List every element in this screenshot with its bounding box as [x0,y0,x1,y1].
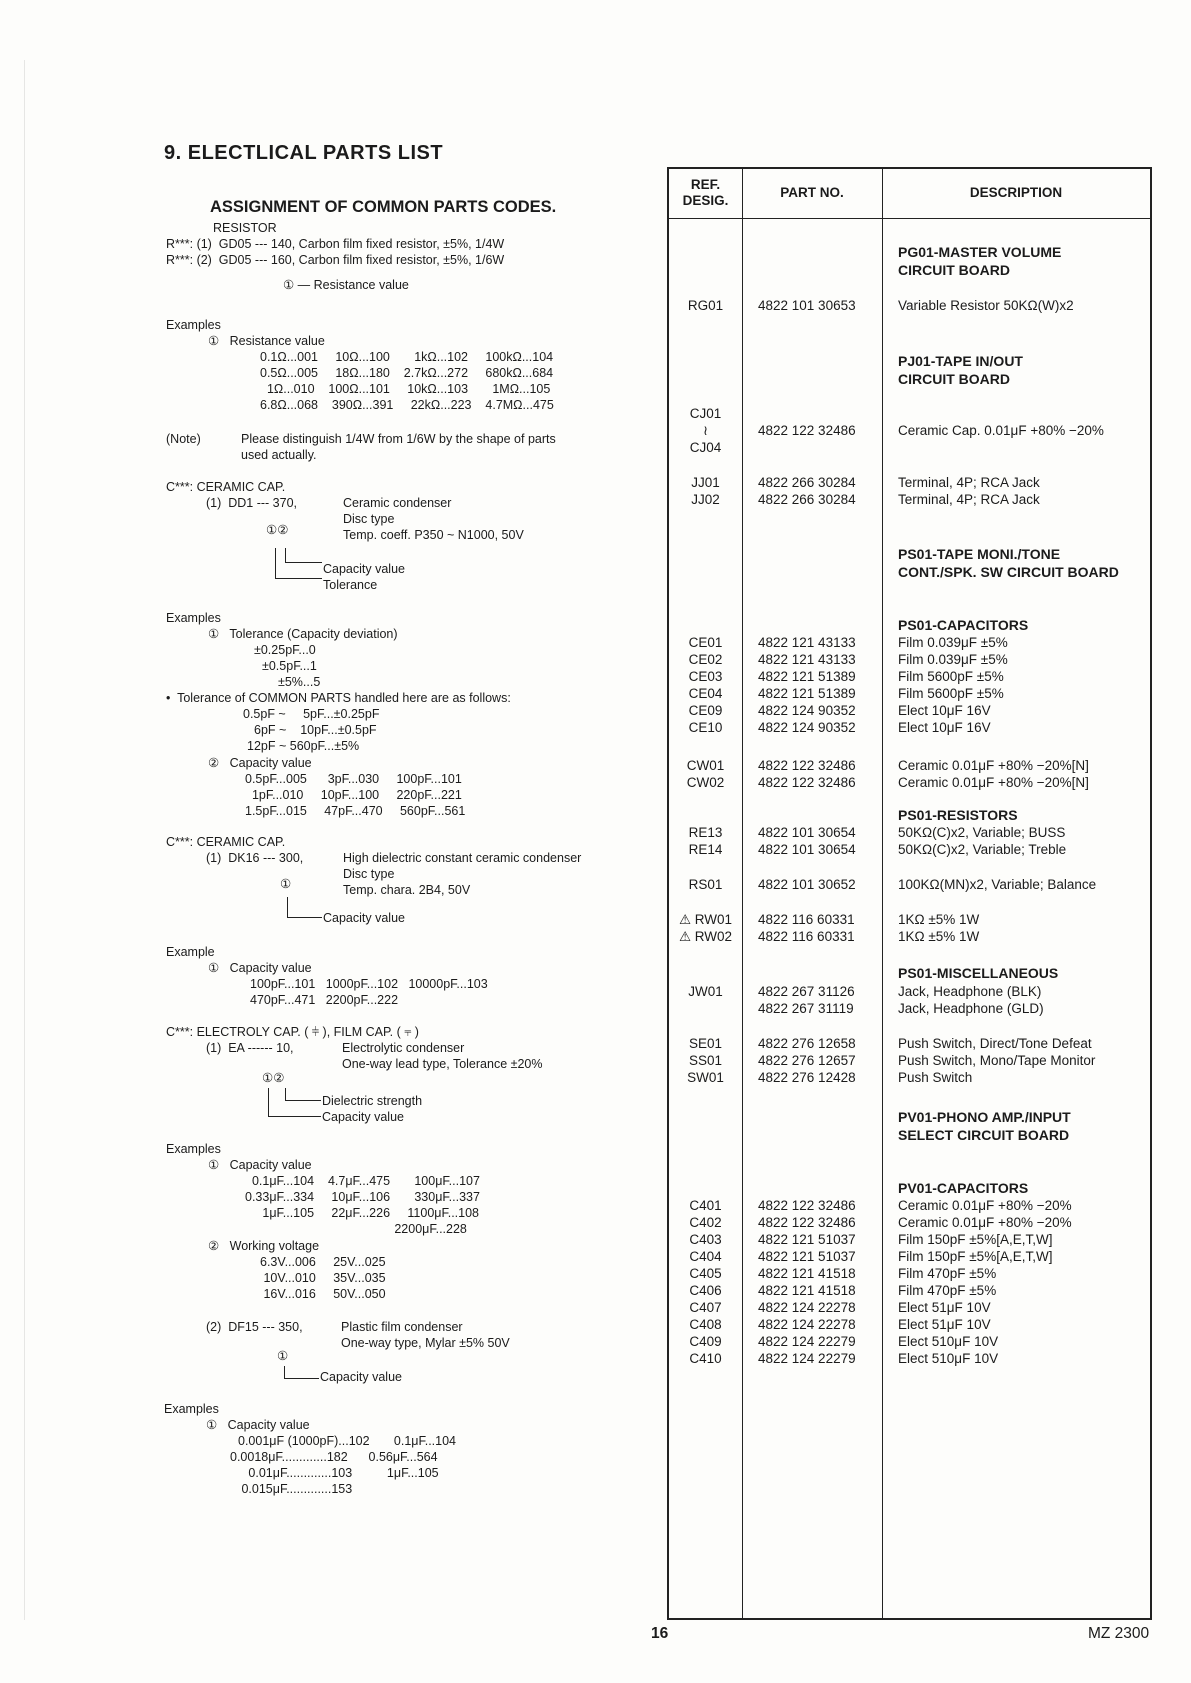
leader-line [287,897,322,918]
header-ref-desig: REF. DESIG. [682,177,729,208]
resistance-row-4: 6.8Ω...068 390Ω...391 22kΩ...223 4.7MΩ...475 [260,398,554,412]
ref-desig: C401 [689,1198,722,1213]
part-number: 4822 101 30652 [758,877,856,892]
table-row [669,1248,1150,1265]
part-number: 4822 266 30284 [758,475,856,490]
section-pg01: PG01-MASTER VOLUME CIRCUIT BOARD [898,244,1062,278]
table-row [669,1197,1150,1214]
electrolytic-code: (1) EA ------ 10, [206,1041,294,1055]
section-pv01-capacitors: PV01-CAPACITORS [898,1180,1029,1196]
leader-line [285,548,322,563]
part-number: 4822 101 30654 [758,842,856,857]
ref-desig: C406 [689,1283,722,1298]
part-number: 4822 124 22279 [758,1351,856,1366]
table-row [669,876,1150,893]
film-cap-code: (2) DF15 --- 350, [206,1320,303,1334]
description: Elect 10μF 16V [898,703,991,718]
capacity-row: 100pF...101 1000pF...102 10000pF...103 [250,977,488,991]
capacity-row: 0.1μF...104 4.7μF...475 100μF...107 [245,1174,480,1188]
capacity-row: 0.5pF...005 3pF...030 100pF...101 [245,772,462,786]
voltage-row: 16V...016 50V...050 [260,1287,386,1301]
ref-desig: CE04 [688,686,723,701]
ref-desig: C410 [689,1351,722,1366]
table-row [669,668,1150,685]
description: Terminal, 4P; RCA Jack [898,492,1040,507]
description: Film 150pF ±5%[A,E,T,W] [898,1249,1053,1264]
ref-desig: SW01 [687,1070,724,1085]
tolerance-range: 6pF ~ 10pF...±0.5pF [254,723,377,737]
description: 50KΩ(C)x2, Variable; Treble [898,842,1067,857]
capacity-row: 470pF...471 2200pF...222 [250,993,399,1007]
part-number: 4822 101 30653 [758,298,856,313]
section-ps01-capacitors: PS01-CAPACITORS [898,617,1029,633]
capacity-row: 0.015μF.............153 [238,1482,353,1496]
column-divider [742,169,743,1618]
leader-line [284,1366,319,1379]
capacity-row: 2200μF...228 [245,1222,467,1236]
capacity-sub: ② Capacity value [208,756,312,770]
electrolytic-heading: C***: ELECTROLY CAP. ( ⫩ ), FILM CAP. ( ⫧ ) [166,1025,419,1039]
description: Push Switch, Mono/Tape Monitor [898,1053,1096,1068]
capacity-row: 0.001μF (1000pF)...102 0.1μF...104 [238,1434,456,1448]
ceramic-cap-leg: Capacity value [323,911,405,925]
note-line-1: Please distinguish 1/4W from 1/6W by the shape of parts [241,432,556,446]
table-row [669,841,1150,858]
common-codes-heading: ASSIGNMENT OF COMMON PARTS CODES. [210,198,557,216]
ceramic-cap-leg-2: Tolerance [323,578,378,592]
capacity-sub: ① Capacity value [208,961,312,975]
table-row [669,1035,1150,1052]
tolerance-row: ±0.25pF...0 [254,643,316,657]
tolerance-sub: ① Tolerance (Capacity deviation) [208,627,398,641]
table-row [669,702,1150,719]
capacity-row: 1pF...010 10pF...100 220pF...221 [245,788,462,802]
description: 1KΩ ±5% 1W [898,912,980,927]
voltage-row: 10V...010 35V...035 [260,1271,386,1285]
table-row [669,1265,1150,1282]
description: Elect 510μF 10V [898,1334,999,1349]
part-number: 4822 276 12658 [758,1036,856,1051]
ref-desig: C409 [689,1334,722,1349]
part-number: 4822 122 32486 [758,1198,856,1213]
ceramic-cap-leg-1: Capacity value [323,562,405,576]
part-number: 4822 276 12657 [758,1053,856,1068]
part-number: 4822 124 90352 [758,703,856,718]
ref-desig: JW01 [688,984,723,999]
leader-line [285,1088,321,1101]
ref-desig: CW02 [686,775,725,790]
part-number: 4822 124 90352 [758,720,856,735]
table-row [669,1069,1150,1086]
table-row [669,757,1150,774]
table-row [669,911,1150,928]
note-line-2: used actually. [241,448,317,462]
ref-desig: CW01 [686,758,725,773]
film-cap-desc-2: One-way type, Mylar ±5% 50V [341,1336,510,1350]
description: Elect 51μF 10V [898,1300,991,1315]
part-number: 4822 116 60331 [758,929,855,944]
table-row [669,685,1150,702]
ref-desig: RG01 [687,298,724,313]
ref-desig: ⚠ RW02 [678,929,733,944]
part-number: 4822 121 43133 [758,652,856,667]
ref-desig: SE01 [688,1036,723,1051]
description: 1KΩ ±5% 1W [898,929,980,944]
part-number: 4822 122 32486 [758,1215,856,1230]
examples-label: Examples [166,611,221,625]
description: Ceramic Cap. 0.01μF +80% −20% [898,423,1104,438]
ref-desig: C408 [689,1317,722,1332]
ceramic-cap-desc-2: Disc type [343,867,395,881]
electrolytic-markers: ①② [262,1071,285,1085]
description: Ceramic 0.01μF +80% −20% [898,1215,1072,1230]
section-ps01-resistors: PS01-RESISTORS [898,807,1018,823]
description: Film 5600pF ±5% [898,669,1004,684]
column-divider [882,169,883,1618]
description: Ceramic 0.01μF +80% −20%[N] [898,775,1089,790]
table-row [669,1299,1150,1316]
section-ps01: PS01-TAPE MONI./TONE CONT./SPK. SW CIRCUIT BOARD [898,546,1119,580]
ref-desig: C402 [689,1215,722,1230]
table-row [669,634,1150,651]
description: Film 0.039μF ±5% [898,635,1008,650]
part-number: 4822 121 51389 [758,669,856,684]
description: Film 150pF ±5%[A,E,T,W] [898,1232,1053,1247]
page-number: 16 [651,1625,669,1642]
note-label: (Note) [166,432,201,446]
description: Jack, Headphone (BLK) [898,984,1042,999]
description: Film 470pF ±5% [898,1283,997,1298]
ref-desig: SS01 [688,1053,723,1068]
part-number: 4822 121 51037 [758,1249,856,1264]
ref-desig: CE02 [688,652,723,667]
table-row [669,1350,1150,1367]
part-number: 4822 267 31119 [758,1001,854,1016]
part-number: 4822 121 51389 [758,686,856,701]
ref-desig: CE10 [688,720,723,735]
part-number: 4822 124 22279 [758,1334,856,1349]
film-cap-marker: ① [277,1349,289,1363]
ceramic-cap-desc-2: Disc type [343,512,395,526]
part-number: 4822 122 32486 [758,775,856,790]
ref-desig: C403 [689,1232,722,1247]
ceramic-cap-desc-3: Temp. chara. 2B4, 50V [343,883,471,897]
description: Elect 510μF 10V [898,1351,999,1366]
ref-desig: RS01 [688,877,723,892]
parts-table [667,167,1152,1620]
header-description: DESCRIPTION [969,185,1063,200]
table-row [669,1282,1150,1299]
resistance-row-3: 1Ω...010 100Ω...101 10kΩ...103 1MΩ...105 [260,382,551,396]
table-row [669,1231,1150,1248]
description: Elect 51μF 10V [898,1317,991,1332]
capacity-row: 0.01μF.............103 1μF...105 [238,1466,439,1480]
part-number: 4822 267 31126 [758,984,855,999]
electrolytic-leg-2: Capacity value [322,1110,404,1124]
ceramic-cap-markers: ①② [266,523,289,537]
table-row [669,405,1150,457]
description: Push Switch, Direct/Tone Defeat [898,1036,1092,1051]
resistor-line-2: R***: (2) GD05 --- 160, Carbon film fixed resistor, ±5%, 1/6W [166,253,505,267]
table-row [669,297,1150,314]
model-number: MZ 2300 [1088,1625,1150,1642]
tolerance-bullet: • Tolerance of COMMON PARTS handled here are as follows: [166,691,511,705]
part-number: 4822 101 30654 [758,825,856,840]
ceramic-cap-code: (1) DD1 --- 370, [206,496,297,510]
film-cap-desc-1: Plastic film condenser [341,1320,463,1334]
part-number: 4822 124 22278 [758,1317,856,1332]
part-number: 4822 276 12428 [758,1070,856,1085]
table-row [669,983,1150,1000]
description: 100KΩ(MN)x2, Variable; Balance [898,877,1097,892]
section-pj01: PJ01-TAPE IN/OUT CIRCUIT BOARD [898,353,1023,387]
table-row [669,1052,1150,1069]
ref-desig: RE13 [688,825,723,840]
ceramic-cap-heading: C***: CERAMIC CAP. [166,480,286,494]
capacity-sub: ① Capacity value [206,1418,310,1432]
ref-desig: CE03 [688,669,723,684]
tolerance-row: ±5%...5 [278,675,321,689]
table-row [669,774,1150,791]
description: Film 5600pF ±5% [898,686,1004,701]
part-number: 4822 121 43133 [758,635,856,650]
resistor-line-1: R***: (1) GD05 --- 140, Carbon film fixed resistor, ±5%, 1/4W [166,237,505,251]
description: Film 0.039μF ±5% [898,652,1008,667]
description: 50KΩ(C)x2, Variable; BUSS [898,825,1066,840]
resistance-row-2: 0.5Ω...005 18Ω...180 2.7kΩ...272 680kΩ...684 [260,366,554,380]
page-title: 9. ELECTLICAL PARTS LIST [164,142,444,164]
description: Ceramic 0.01μF +80% −20%[N] [898,758,1089,773]
description: Terminal, 4P; RCA Jack [898,475,1040,490]
table-row [669,1333,1150,1350]
ceramic-cap-code: (1) DK16 --- 300, [206,851,304,865]
tolerance-range: 12pF ~ 560pF...±5% [247,739,360,753]
capacity-sub: ① Capacity value [208,1158,312,1172]
part-number: 4822 122 32486 [758,423,856,438]
table-row [669,474,1150,491]
example-label: Example [166,945,215,959]
header-divider [669,218,1150,219]
part-number: 4822 116 60331 [758,912,855,927]
voltage-row: 6.3V...006 25V...025 [260,1255,386,1269]
electrolytic-desc-1: Electrolytic condenser [342,1041,465,1055]
capacity-row: 1.5pF...015 47pF...470 560pF...561 [245,804,466,818]
ceramic-cap-heading: C***: CERAMIC CAP. [166,835,286,849]
part-number: 4822 266 30284 [758,492,856,507]
ref-desig: ⚠ RW01 [678,912,733,927]
resistance-row-1: 0.1Ω...001 10Ω...100 1kΩ...102 100kΩ...104 [260,350,554,364]
electrolytic-desc-2: One-way lead type, Tolerance ±20% [342,1057,543,1071]
electrolytic-leg-1: Dielectric strength [322,1094,423,1108]
description: Ceramic 0.01μF +80% −20% [898,1198,1072,1213]
description: Variable Resistor 50KΩ(W)x2 [898,298,1074,313]
table-row [669,1214,1150,1231]
section-ps01-misc: PS01-MISCELLANEOUS [898,965,1059,981]
header-part-no: PART NO. [780,185,844,200]
tolerance-range: 0.5pF ~ 5pF...±0.25pF [243,707,380,721]
capacity-row: 1μF...105 22μF...226 1100μF...108 [245,1206,480,1220]
description: Film 470pF ±5% [898,1266,997,1281]
examples-label: Examples [166,1142,221,1156]
ceramic-cap-marker: ① [280,877,292,891]
description: Jack, Headphone (GLD) [898,1001,1044,1016]
part-number: 4822 121 41518 [758,1283,856,1298]
ref-desig: C404 [689,1249,722,1264]
tolerance-row: ±0.5pF...1 [262,659,317,673]
ref-desig: CE01 [688,635,723,650]
resistor-label: RESISTOR [213,221,277,235]
ref-desig: C407 [689,1300,722,1315]
ref-desig: RE14 [688,842,723,857]
examples-label: Examples [166,318,221,332]
ref-desig: CJ01 ≀ CJ04 [689,406,722,455]
part-number: 4822 124 22278 [758,1300,856,1315]
description: Push Switch [898,1070,973,1085]
ceramic-cap-desc-1: High dielectric constant ceramic condenser [343,851,582,865]
examples-label: Examples [164,1402,219,1416]
ceramic-cap-desc-1: Ceramic condenser [343,496,452,510]
table-row [669,651,1150,668]
part-number: 4822 121 51037 [758,1232,856,1247]
section-pv01: PV01-PHONO AMP./INPUT SELECT CIRCUIT BOARD [898,1109,1071,1143]
ref-desig: JJ01 [691,475,720,490]
resistor-marker: ① — Resistance value [283,278,409,292]
table-row [669,719,1150,736]
voltage-sub: ② Working voltage [208,1239,320,1253]
table-row [669,928,1150,945]
ref-desig: C405 [689,1266,722,1281]
ref-desig: CE09 [688,703,723,718]
part-number: 4822 122 32486 [758,758,856,773]
film-cap-leg: Capacity value [320,1370,402,1384]
ceramic-cap-desc-3: Temp. coeff. P350 ~ N1000, 50V [343,528,524,542]
table-row [669,1316,1150,1333]
part-number: 4822 121 41518 [758,1266,856,1281]
table-row [669,491,1150,508]
capacity-row: 0.0018μF.............182 0.56μF...564 [230,1450,438,1464]
table-row [669,824,1150,841]
ref-desig: JJ02 [691,492,720,507]
capacity-row: 0.33μF...334 10μF...106 330μF...337 [245,1190,480,1204]
table-row [669,1000,1150,1017]
description: Elect 10μF 16V [898,720,991,735]
resistance-sub: ① Resistance value [208,334,325,348]
